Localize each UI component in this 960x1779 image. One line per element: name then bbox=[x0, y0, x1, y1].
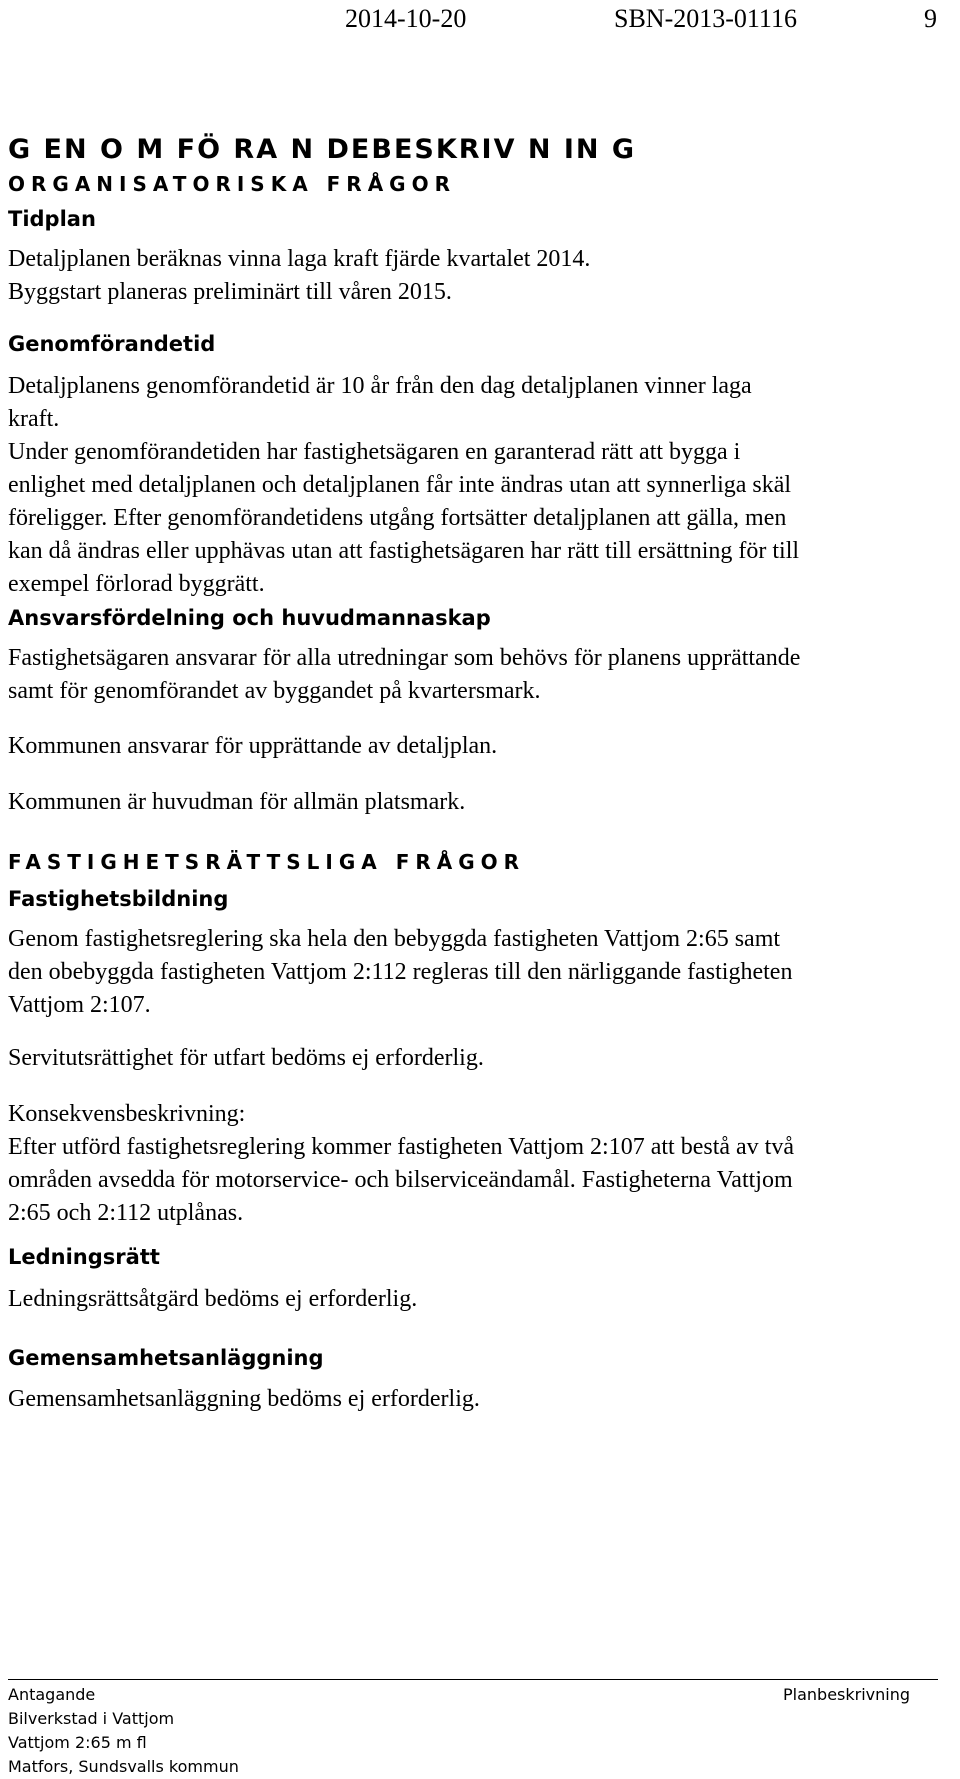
paragraph-konsekvensbeskrivning bbox=[8, 1098, 953, 1230]
text-line: kan då ändras eller upphävas utan att fastighetsägaren har rätt till ersättning för till bbox=[8, 538, 800, 564]
heading-genomforandetid: Genomförandetid bbox=[8, 332, 216, 356]
section-title-fastighetsrattsliga: FASTIGHETSRÄTTSLIGA FRÅGOR bbox=[8, 850, 526, 874]
text-line: Efter utförd fastighetsreglering kommer fastigheten Vattjom 2:107 att bestå av två bbox=[8, 1134, 794, 1160]
paragraph-ansvar-1 bbox=[8, 642, 953, 708]
text-line: kraft. bbox=[8, 406, 60, 432]
text-line: Gemensamhetsanläggning bedöms ej erforderlig. bbox=[8, 1386, 480, 1412]
text-line: Vattjom 2:107. bbox=[8, 992, 151, 1018]
paragraph-fastighetsbildning-2 bbox=[8, 1042, 953, 1075]
footer-divider bbox=[8, 1679, 938, 1680]
heading-tidplan: Tidplan bbox=[8, 207, 96, 231]
text-line: Kommunen är huvudman för allmän platsmark. bbox=[8, 789, 466, 815]
heading-ansvarsfordelning: Ansvarsfördelning och huvudmannaskap bbox=[8, 606, 491, 630]
text-line: enlighet med detaljplanen och detaljplanen får inte ändras utan att synnerliga skäl bbox=[8, 472, 792, 498]
header-reference: SBN-2013-01116 bbox=[614, 4, 797, 33]
text-line: Ledningsrättsåtgärd bedöms ej erforderlig. bbox=[8, 1286, 418, 1312]
paragraph-ledningsratt bbox=[8, 1283, 953, 1316]
text-line: föreligger. Efter genomförandetidens utgång fortsätter detaljplanen att gälla, men bbox=[8, 505, 787, 531]
footer-line: Antagande bbox=[8, 1685, 96, 1704]
paragraph-ansvar-2 bbox=[8, 730, 953, 763]
text-line: Fastighetsägaren ansvarar för alla utredningar som behövs för planens upprättande bbox=[8, 645, 801, 671]
paragraph-ansvar-3 bbox=[8, 786, 953, 819]
text-line: Detaljplanens genomförandetid är 10 år från den dag detaljplanen vinner laga bbox=[8, 373, 752, 399]
heading-gemensamhetsanlaggning: Gemensamhetsanläggning bbox=[8, 1346, 324, 1370]
text-line: Genom fastighetsreglering ska hela den bebyggda fastigheten Vattjom 2:65 samt bbox=[8, 926, 781, 952]
text-line: Detaljplanen beräknas vinna laga kraft fjärde kvartalet 2014. bbox=[8, 246, 591, 272]
paragraph-gemensamhetsanlaggning bbox=[8, 1383, 953, 1416]
text-line: Kommunen ansvarar för upprättande av detaljplan. bbox=[8, 733, 498, 759]
footer-line: Matfors, Sundsvalls kommun bbox=[8, 1757, 239, 1776]
footer-left bbox=[8, 1683, 239, 1779]
text-line: områden avsedda för motorservice- och bilserviceändamål. Fastigheterna Vattjom bbox=[8, 1167, 793, 1193]
heading-ledningsratt: Ledningsrätt bbox=[8, 1245, 160, 1269]
text-line: Under genomförandetiden har fastighetsägaren en garanterad rätt att bygga i bbox=[8, 439, 741, 465]
section-title-organisatoriska: ORGANISATORISKA FRÅGOR bbox=[8, 172, 456, 196]
paragraph-tidplan bbox=[8, 243, 953, 309]
header-page-number: 9 bbox=[924, 4, 937, 33]
main-title: G EN O M FÖ RA N DEBESKRIV N IN G bbox=[8, 134, 637, 165]
text-line: samt för genomförandet av byggandet på kvartersmark. bbox=[8, 678, 541, 704]
text-line: exempel förlorad byggrätt. bbox=[8, 571, 265, 597]
konsekvens-label: Konsekvensbeskrivning: bbox=[8, 1101, 246, 1127]
footer-document-type: Planbeskrivning bbox=[783, 1685, 911, 1704]
text-line: Byggstart planeras preliminärt till våren 2015. bbox=[8, 279, 452, 305]
paragraph-genomforandetid bbox=[8, 370, 953, 601]
heading-fastighetsbildning: Fastighetsbildning bbox=[8, 887, 229, 911]
paragraph-fastighetsbildning-1 bbox=[8, 923, 953, 1022]
footer-line: Vattjom 2:65 m fl bbox=[8, 1733, 147, 1752]
text-line: den obebyggda fastigheten Vattjom 2:112 regleras till den närliggande fastigheten bbox=[8, 959, 793, 985]
text-line: Servitutsrättighet för utfart bedöms ej erforderlig. bbox=[8, 1045, 484, 1071]
text-line: 2:65 och 2:112 utplånas. bbox=[8, 1200, 244, 1226]
header-date: 2014-10-20 bbox=[345, 4, 467, 33]
footer-line: Bilverkstad i Vattjom bbox=[8, 1709, 175, 1728]
